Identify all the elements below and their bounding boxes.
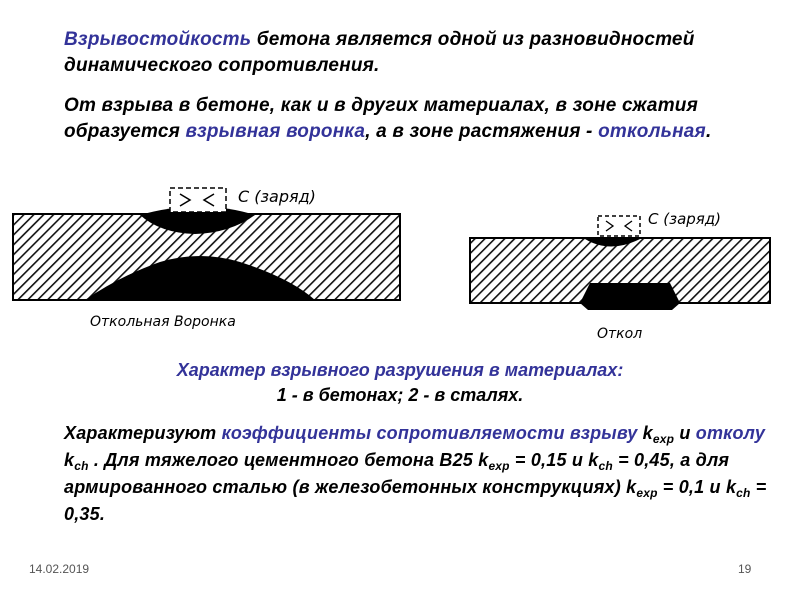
fracture-diagrams <box>0 178 800 348</box>
paragraph-text: . <box>705 121 712 142</box>
subscript: ch <box>736 486 751 500</box>
steel-plate-figure <box>470 210 770 342</box>
crater-label: Откольная Воронка <box>90 314 236 330</box>
paragraph-text: k <box>64 450 75 470</box>
caption-line-1: Характер взрывного разрушения в материалах: <box>176 360 624 380</box>
spall-label: Откол <box>597 326 643 342</box>
paragraph-text: , а в зоне растяжения - <box>365 121 599 142</box>
paragraph-text: и <box>674 423 696 443</box>
subscript: exp <box>488 459 510 473</box>
term-blast-crater: взрывная воронка <box>185 121 366 142</box>
term-resistance-coefficients: коэффициенты сопротивляемости взрыву <box>221 423 638 443</box>
page-number: 19 <box>738 562 752 576</box>
footer-date: 14.02.2019 <box>29 562 90 576</box>
paragraph-text: = 0,15 и k <box>509 450 599 470</box>
paragraph-blast-resistance <box>64 27 784 79</box>
paragraph-text: k <box>637 423 653 443</box>
paragraph-text: = 0,45, а для армированного сталью (в железобетонных конструкциях) k <box>64 450 730 497</box>
figure-caption <box>100 358 700 408</box>
paragraph-text: бетона является одной из разновидностей динамического сопротивления. <box>64 29 695 76</box>
term-spall: отколу <box>695 423 766 443</box>
term-blast-resistance: Взрывостойкость <box>64 29 252 50</box>
paragraph-text: = 0,1 и k <box>657 477 737 497</box>
subscript: exp <box>652 432 675 446</box>
paragraph-text: От взрыва в бетоне, как и в других материалах, в зоне сжатия образуется <box>64 95 698 142</box>
charge-box <box>170 188 226 212</box>
subscript: ch <box>74 459 89 473</box>
concrete-slab-figure <box>13 187 400 330</box>
term-spall: откольная <box>598 121 706 142</box>
charge-label: C (заряд) <box>238 187 316 206</box>
figures <box>0 178 800 348</box>
paragraph-explosion-zones <box>64 93 794 145</box>
subscript: exp <box>636 486 658 500</box>
charge-box <box>598 216 640 236</box>
caption-line-2: 1 - в бетонах; 2 - в сталях. <box>276 385 524 405</box>
subscript: ch <box>598 459 613 473</box>
paragraph-text: = 0,35. <box>64 477 767 524</box>
paragraph-coefficients <box>64 421 774 527</box>
paragraph-text: Характеризуют <box>64 423 222 443</box>
spall-plug <box>580 283 680 310</box>
charge-label: C (заряд) <box>648 210 722 228</box>
paragraph-text: . Для тяжелого цементного бетона В25 k <box>88 450 489 470</box>
